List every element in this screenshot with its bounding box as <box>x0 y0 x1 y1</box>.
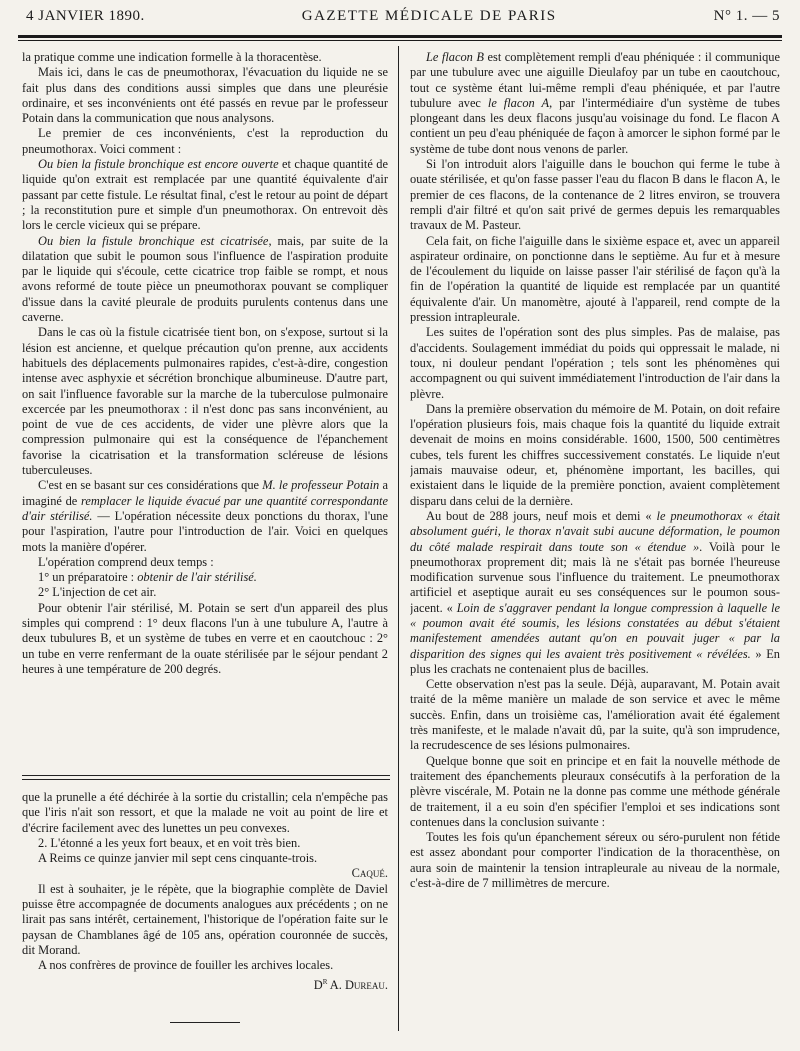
paragraph: Cela fait, on fiche l'aiguille dans le sixième espace et, avec un appareil aspirateur ordinaire, on ponctionne dans le septième. Au fur et à mesure de l'écoulement du liquide on laisse passer l'air stérilisé de façon qu'à la fin de l'opération la quantité de liquide est remplacée par un quantité équivalente d'air. Un manomètre, ajouté à l'appareil, rend compte de la pression intrapleurale. <box>410 233 780 325</box>
paragraph: Dans le cas où la fistule cicatrisée tient bon, on s'expose, surtout si la lésion est ancienne, et quelque précaution qu'on prenne, aux accidents habituels des déplacements pulmonaires rapides, c'est-à-dire, congestion intense avec asphyxie et sécrétion bronchique albumineuse. D'autre part, on sait l'influence favorable sur la marche de la tuberculose pulmonaire excercée par les pneumothorax : il n'est donc pas sans inconvénient, au point de vue de ces accidents, de vider une plèvre alors que la compression pulmonaire qui est la conséquence de l'épanchement favorise la cicatrisation et la transformation scléreuse de lésions tuberculeuses. <box>22 325 388 478</box>
paragraph: Mais ici, dans le cas de pneumothorax, l'évacuation du liquide ne se fait plus dans des conditions aussi simples que dans une pleurésie ordinaire, et ses inconvénients ont été passés en revue par le professeur Potain dans la communication que nous analysons. <box>22 65 388 126</box>
paragraph: la pratique comme une indication formelle à la thoracentèse. <box>22 50 322 64</box>
paragraph: que la prunelle a été déchirée à la sortie du cristallin; cela n'empêche pas que l'iris n'ait son ressort, et que la malade ne voit au point de lire et d'écrire facilement avec des lunettes un peu convexes. <box>22 790 388 835</box>
paragraph: L'opération comprend deux temps : <box>38 554 214 569</box>
paragraph: Les suites de l'opération sont des plus simples. Pas de malaise, pas d'accidents. Soulagement immédiat du poids qui oppressait le malade, ni toux, ni douleur pendant l'opération ; tels sont les phénomènes qui accompagnent ou qui suivent immédiatement l'introduction de l'air dans la plèvre. <box>410 325 780 401</box>
paragraph: 2° L'injection de cet air. <box>38 585 157 600</box>
paragraph: Au bout de 288 jours, neuf mois et demi « le pneumothorax « était absolument guéri, le thorax n'avait subi aucune déformation, le poumon du côté malade respirait dans toute son « étendue ». Voilà pour le pneumothorax proprement dit; mais là ne s'était pas bornée l'heureuse modification survenue sous l'influence du traitement. Le pneumothorax artificiel et aseptique aurait eu ses conséquences sur le poumon sous-jacent. « Loin de s'aggraver pendant la longue compression à laquelle le « poumon avait été soumis, les lésions constatées au début s'étaient manifestement amendées autant qu'on en pouvait juger « par la disparition des signes qui les avaient très positivement « révélées. » En plus les crachats ne contenaient plus de bacilles. <box>410 508 780 676</box>
header-rule-thin <box>18 40 782 41</box>
paragraph: Pour obtenir l'air stérilisé, M. Potain se sert d'un appareil des plus simples qui comprend : 1° deux flacons l'un à une tubulure A, l'autre à deux tubulures B, et un système de tubes en verre et en caoutchouc : 2° un tube en verre renfermant de la ouate stérilisée par le séjour pendant 2 heures à une température de 200 degrés. <box>22 600 388 676</box>
page-number: N° 1. — 5 <box>713 8 780 24</box>
journal-title: GAZETTE MÉDICALE DE PARIS <box>301 8 557 24</box>
footer-rule <box>170 1022 240 1023</box>
right-column-article <box>410 50 780 1040</box>
paragraph: Ou bien la fistule bronchique est encore ouverte et chaque quantité de liquide qu'on extrait est remplacée par une quantité équivalente d'air passant par cette fistule. Le résultat final, c'est le retour au point de départ ; la reconstitution pure et simple d'un pneumothorax. On entrevoit dès lors le cercle vicieux qui se prépare. <box>22 157 388 233</box>
paragraph: 2. L'étonné a les yeux fort beaux, et en voit très bien. <box>38 835 301 850</box>
paragraph: Le flacon B est complètement rempli d'eau phéniquée : il communique par une tubulure avec une aiguille Dieulafoy par un tube en caoutchouc, tout ce système étant lui-même rempli d'eau phéniquée, et par l'autre tubulure avec le flacon A, par l'intermédiaire d'un système de tubes plongeant dans les deux flacons jusqu'au voisinage du fond. Le flacon A contient un peu d'eau phéniquée de façon à amorcer le siphon formé par le système de tube dont nous venons de parler. <box>410 50 780 156</box>
page-header <box>26 8 780 30</box>
paragraph: Toutes les fois qu'un épanchement séreux ou séro-purulent non fétide est assez abondant pour comporter l'indication de la thoracenthèse, on aura soin de maintenir la tension intrapleurale au niveau de la normale, c'est-à-dire de 7 millimètres de mercure. <box>410 830 780 891</box>
signature: Caqué. <box>351 866 388 881</box>
paragraph: C'est en se basant sur ces considérations que M. le professeur Potain a imaginé de remplacer le liquide évacué par une quantité correspondante d'air stérilisé. — L'opération nécessite deux ponctions du thorax, l'une pour l'aspiration, l'autre pour l'introduction de l'air. Voici en quelques mots la manière d'opérer. <box>22 478 388 554</box>
paragraph: Le premier de ces inconvénients, c'est la reproduction du pneumothorax. Voici comment : <box>22 126 388 156</box>
header-date: 4 JANVIER 1890. <box>26 8 145 24</box>
column-divider <box>398 46 399 1031</box>
paragraph: A Reims ce quinze janvier mil sept cens cinquante-trois. <box>38 851 318 866</box>
paragraph: Si l'on introduit alors l'aiguille dans le bouchon qui ferme le tube à ouate stérilisée, et qu'on fasse passer l'eau du flacon B dans le flacon A, le premier de ces flacons, de la contenance de 2 litres environ, se trouvera rempli d'air filtré et qu'on sait privé de germes depuis les remarquables travaux de M. Pasteur. <box>410 157 780 233</box>
paragraph: Il est à souhaiter, je le répète, que la biographie complète de Daviel puisse être accompagnée de documents analogues aux précédents ; on ne lirait pas sans intérêt, certainement, l'historique de l'opération faite sur le paysan de Chamblanes âgé de 105 ans, opération couronnée de succès, dit Morand. <box>22 881 388 957</box>
paragraph: 1° un préparatoire : obtenir de l'air stérilisé. <box>38 570 257 585</box>
left-column-article <box>22 50 388 770</box>
section-divider-bottom <box>22 779 390 780</box>
paragraph: Cette observation n'est pas la seule. Déjà, auparavant, M. Potain avait traité de la même manière un malade de son service et avec le même succès. Enfin, dans un troisième cas, l'amélioration avait été également très manifeste, et le malade n'avait dû, par la suite, qu'à son imprudence, la recrudescence de ses lésions pulmonaires. <box>410 677 780 753</box>
paragraph: Dans la première observation du mémoire de M. Potain, on doit refaire l'opération plusieurs fois, mais chaque fois la quantité du liquide extrait devenait de moins en moins considérable. 1600, 1500, 500 centimètres cubes, tels furent les chiffres successivement constatés. Le liquide n'eut jamais mauvaise odeur, et, phénomène important, les bacilles, qui existaient dans le liquide de la première ponction, avaient complètement disparu dans celui de la dernière. <box>410 401 780 508</box>
signature: $D^r$ A. Dureau. <box>313 975 388 992</box>
paragraph: Ou bien la fistule bronchique est cicatrisée, mais, par suite de la dilatation que subit le poumon sous l'influence de l'aspiration produite par le liquide qui s'écoule, cette cicatrice trop faible se rompt, et nous avons reformé de toute pièce un pneumothorax pouvant se compliquer d'issue dans la cavité pleurale de produits purulents contenus dans une caverne. <box>22 233 388 325</box>
left-column-letter <box>22 790 388 1010</box>
paragraph: Quelque bonne que soit en principe et en fait la nouvelle méthode de traitement des épanchements pleuraux consécutifs à la perforation de la plèvre viscérale, M. Potain ne la donne pas comme une méthode générale de traitement, il a eu soin d'en spécifier l'emploi et ses indications sont contenues dans la conclusion suivante : <box>410 753 780 829</box>
header-rule-thick <box>18 35 782 38</box>
paragraph: A nos confrères de province de fouiller les archives locales. <box>38 958 334 973</box>
section-divider-top <box>22 775 390 776</box>
